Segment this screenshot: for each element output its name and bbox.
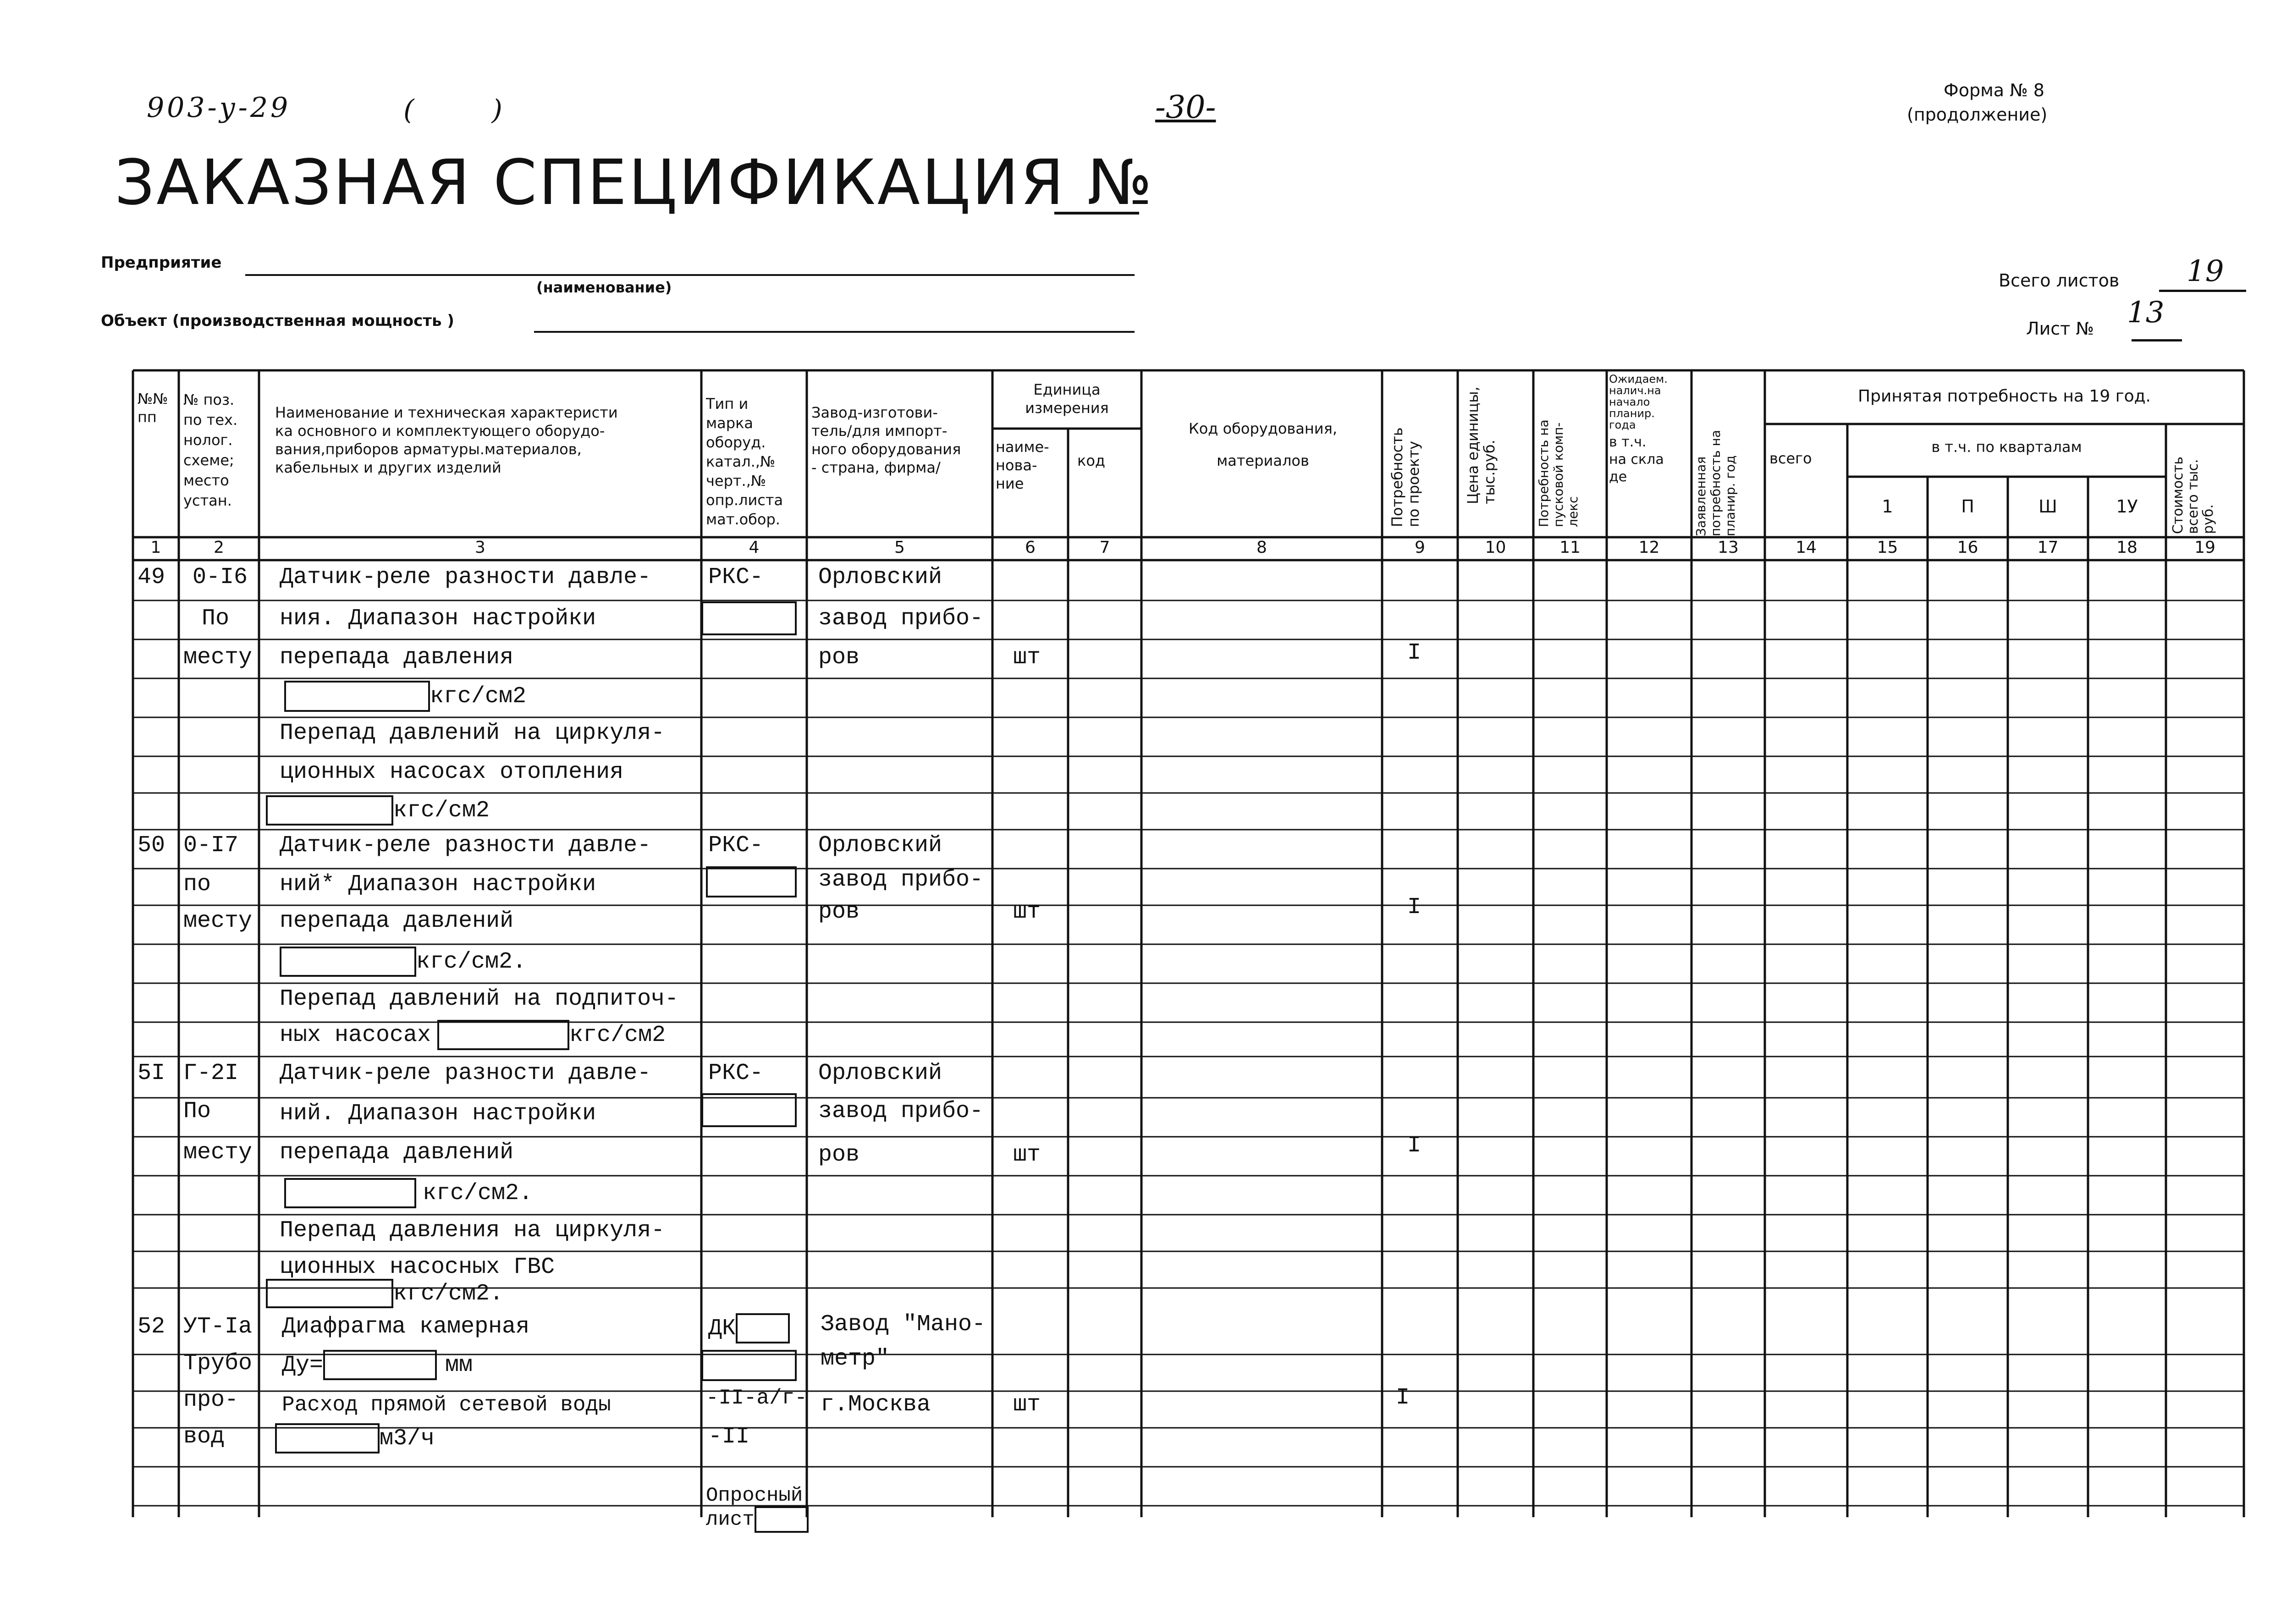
item-name-line: ния. Диапазон настройки xyxy=(280,606,596,632)
maker-line: завод прибо- xyxy=(818,1098,984,1124)
item-name-line: Расход прямой сетевой воды xyxy=(282,1393,611,1417)
maker-line: ров xyxy=(818,1142,860,1168)
unit-name: шт xyxy=(1013,644,1041,671)
position-code: Г-2I xyxy=(183,1060,239,1086)
col12-header: Ожидаем. налич.на начало планир. года в т.ч. на скла де xyxy=(1609,373,1668,485)
maker-line: Орловский xyxy=(818,832,942,859)
maker-line: Орловский xyxy=(818,1060,942,1086)
item-name-line: ний. Диапазон настройки xyxy=(280,1101,596,1127)
position-place: По xyxy=(183,1098,211,1124)
device-type: ДК xyxy=(708,1313,790,1343)
type-blank-box xyxy=(736,1313,790,1343)
row-number: 50 xyxy=(138,832,165,859)
project-quantity: I xyxy=(1407,640,1421,666)
col-number: 3 xyxy=(475,538,485,557)
col-number: 16 xyxy=(1957,538,1978,557)
unit-name: шт xyxy=(1013,899,1041,925)
type-blank-box xyxy=(706,866,797,897)
maker-line: ров xyxy=(818,899,860,925)
device-type: РКС- xyxy=(708,832,764,859)
value-blank-box xyxy=(323,1350,437,1380)
col-number: 14 xyxy=(1796,538,1817,557)
form-continuation: (продолжение) xyxy=(1907,105,2048,125)
col10-header: Цена единицы, тыс.руб. xyxy=(1464,386,1498,504)
col11-header: Потребность на пусковой комп- лекс xyxy=(1536,419,1581,527)
maker-line: ров xyxy=(818,644,860,671)
col8-header: Код оборудования, материалов xyxy=(1188,420,1338,469)
item-name-line: ний* Диапазон настройки xyxy=(280,871,596,897)
q4-header: 1У xyxy=(2116,496,2138,517)
total-sheets-value: 19 xyxy=(2187,254,2224,288)
enterprise-hint: (наименование) xyxy=(536,279,672,296)
value-blank-box xyxy=(280,947,416,977)
position-place: про- xyxy=(183,1387,239,1413)
position-place: месту xyxy=(183,1140,253,1166)
item-name-line: перепада давлений xyxy=(280,908,514,934)
col-number: 8 xyxy=(1256,538,1267,557)
setting-range: кгс/см2. xyxy=(284,1178,533,1208)
maker-line: метр" xyxy=(821,1346,890,1372)
item-name-line: Датчик-реле разности давле- xyxy=(280,832,651,859)
setting-range: кгс/см2 xyxy=(284,681,526,712)
item-name-line: Перепад давлений на циркуля- xyxy=(280,720,665,746)
unit-name: шт xyxy=(1013,1142,1041,1168)
project-quantity: I xyxy=(1396,1385,1410,1411)
q3-header: Ш xyxy=(2039,496,2057,517)
item-name-line: Датчик-реле разности давле- xyxy=(280,564,651,590)
device-type: РКС- xyxy=(708,564,764,590)
col5-header: Завод-изготови- тель/для импорт- ного оборудования - страна, фирма/ xyxy=(811,404,961,476)
document-code-parens: ( ) xyxy=(403,94,502,126)
unit-name: шт xyxy=(1013,1392,1041,1418)
col-number: 10 xyxy=(1485,538,1506,557)
col9-header: Потребность по проекту xyxy=(1388,427,1422,527)
position-place: вод xyxy=(183,1424,225,1450)
setting-range: ных насосах кгс/см2 xyxy=(280,1020,666,1050)
page-number: -30- xyxy=(1155,89,1216,126)
col2-header: № поз. по тех. нолог. схеме; место устан. xyxy=(183,391,238,509)
flow-field: м3/ч xyxy=(275,1423,435,1453)
sheet-value: 13 xyxy=(2127,296,2165,330)
col-number: 11 xyxy=(1559,538,1581,557)
col-number: 1 xyxy=(150,538,161,557)
position-place: По xyxy=(202,606,230,632)
device-type-line: -II xyxy=(708,1424,750,1450)
col-number: 6 xyxy=(1025,538,1036,557)
col1-header: №№ пп xyxy=(138,390,168,426)
value-blank-box xyxy=(284,1178,416,1208)
setting-range: кгс/см2. xyxy=(266,1279,503,1308)
project-quantity: I xyxy=(1407,1133,1421,1159)
col19-header: Стоимость всего тыс. руб. xyxy=(2170,457,2216,534)
position-place: Трубо xyxy=(183,1350,253,1376)
q1-header: 1 xyxy=(1882,496,1893,517)
q2-header: П xyxy=(1961,496,1974,517)
col-number: 15 xyxy=(1877,538,1898,557)
value-blank-box xyxy=(437,1020,569,1050)
setting-range: кгс/см2 xyxy=(266,795,490,826)
row-number: 5I xyxy=(138,1060,165,1086)
quarters-header: в т.ч. по кварталам xyxy=(1931,438,2082,456)
sheet-label: Лист № xyxy=(2026,319,2094,339)
form-number: Форма № 8 xyxy=(1944,80,2044,100)
row-number: 52 xyxy=(138,1314,165,1340)
unit-group-header: Единица измерения xyxy=(1025,381,1109,417)
setting-range: кгс/см2. xyxy=(280,947,526,977)
total-sheets-label: Всего листов xyxy=(1999,270,2120,291)
row-number: 49 xyxy=(138,564,165,590)
col-number: 17 xyxy=(2037,538,2059,557)
col7-header: код xyxy=(1077,452,1106,469)
type-blank-box xyxy=(701,1093,797,1127)
item-name-line: перепада давления xyxy=(280,644,514,671)
col4-header: Тип и марка оборуд. катал.,№ черт.,№ опр.листа мат.обор. xyxy=(706,395,783,528)
enterprise-label: Предприятие xyxy=(101,253,222,272)
position-code: 0-I6 xyxy=(193,564,248,590)
maker-line: завод прибо- xyxy=(818,606,984,632)
item-name-line: Перепад давлений на подпиточ- xyxy=(280,986,679,1012)
col-number: 12 xyxy=(1638,538,1660,557)
value-blank-box xyxy=(266,795,393,826)
position-code: УТ-Iа xyxy=(183,1314,253,1340)
value-blank-box xyxy=(266,1279,393,1308)
questionnaire-blank-box xyxy=(755,1506,809,1533)
col-number: 13 xyxy=(1718,538,1739,557)
col-number: 9 xyxy=(1415,538,1425,557)
col-number: 2 xyxy=(214,538,224,557)
questionnaire-label: Опросный лист xyxy=(706,1485,809,1533)
page-title: ЗАКАЗНАЯ СПЕЦИФИКАЦИЯ № xyxy=(115,147,1154,219)
maker-line: Орловский xyxy=(818,564,942,590)
value-blank-box xyxy=(284,681,430,712)
col14-header: всего xyxy=(1769,450,1812,467)
device-type-line: -II-а/г- xyxy=(706,1386,807,1410)
item-name-line: ционных насосах отопления xyxy=(280,759,624,785)
type-blank-box xyxy=(701,601,797,635)
item-name-line: Диафрагма камерная xyxy=(282,1314,530,1340)
col-number: 19 xyxy=(2194,538,2215,557)
item-name-line: перепада давлений xyxy=(280,1140,514,1166)
col-number: 7 xyxy=(1099,538,1110,557)
col13-header: Заявленная потребность на планир. год xyxy=(1693,429,1738,536)
col6-header: наиме- нова- ние xyxy=(996,438,1049,492)
project-quantity: I xyxy=(1407,894,1421,920)
col-number: 18 xyxy=(2116,538,2138,557)
item-name-line: Датчик-реле разности давле- xyxy=(280,1060,651,1086)
maker-line: Завод "Мано- xyxy=(821,1311,986,1338)
col3-header: Наименование и техническая характеристи ка основного и комплектующего оборудо- вания,приборов арматуры.материалов, кабельных и других изделий xyxy=(275,404,618,476)
col-number: 4 xyxy=(749,538,760,557)
maker-line: г.Москва xyxy=(821,1392,931,1418)
position-place: по xyxy=(183,871,211,897)
item-name-line: ционных насосных ГВС xyxy=(280,1254,555,1280)
object-label: Объект (производственная мощность ) xyxy=(101,312,454,330)
value-blank-box xyxy=(275,1423,380,1453)
item-name-line: Перепад давления на циркуля- xyxy=(280,1217,665,1244)
position-place: месту xyxy=(183,908,253,934)
maker-line: завод прибо- xyxy=(818,867,984,893)
document-code: 903-у-29 xyxy=(147,92,291,124)
position-place: месту xyxy=(183,644,253,671)
diameter-field: Ду= мм xyxy=(282,1350,473,1380)
accepted-header: Принятая потребность на 19 год. xyxy=(1858,387,2151,406)
device-type: РКС- xyxy=(708,1060,764,1086)
col-number: 5 xyxy=(894,538,905,557)
type-blank-box xyxy=(701,1350,797,1381)
position-code: 0-I7 xyxy=(183,832,239,859)
